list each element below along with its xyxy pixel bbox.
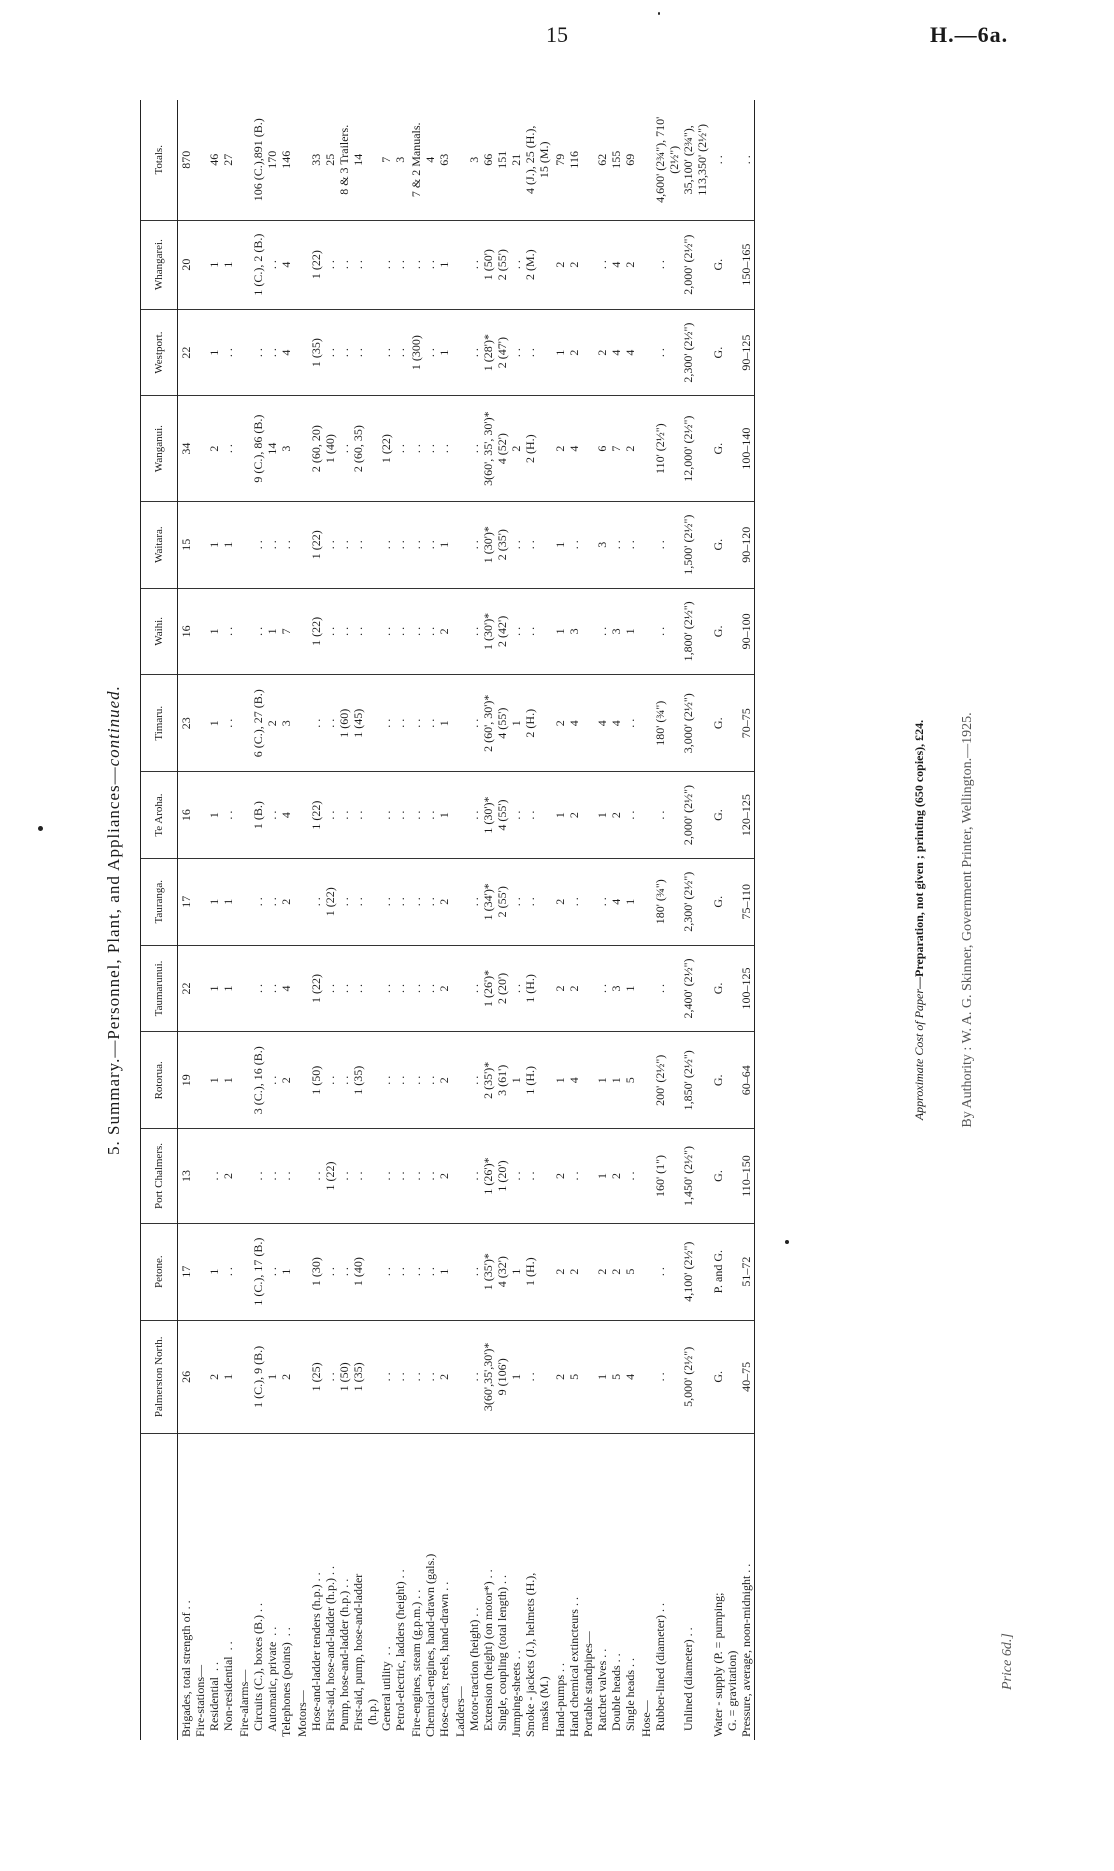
table-cell: . . 3(60', 35', 30')* 4 (52') 2 2 (H.): [452, 396, 552, 501]
column-header: Petone.: [141, 1223, 178, 1320]
table-cell: 1 (22) . . . . . . . . . .: [294, 588, 408, 675]
authority-line: By Authority : W. A. G. Skinner, Government Printer, Wellington.—1925.: [960, 712, 975, 1128]
table-cell: 1 2 1 2 . .: [552, 772, 638, 859]
table-cell: 79 116 62 155 69: [552, 100, 638, 220]
table-cell: . . 1,800' (2½"): [638, 588, 710, 675]
table-row: [552, 100, 638, 1740]
table-cell: 2 4 6 7 2: [552, 396, 638, 501]
table-cell: . . 1 (22) . . . . . . . .: [294, 858, 408, 945]
table-cell: 17 1 1: [178, 858, 237, 945]
table-cell: 1 (22) . . . . . . . . . .: [294, 501, 408, 588]
table-row: [294, 100, 408, 1740]
row-label: Fire-alarms— Circuits (C.), boxes (B.) . . Automatic, private . . Telephones (points) . .: [237, 1603, 293, 1737]
table-cell: . . 1 (30')* 4 (55') . . . .: [452, 772, 552, 859]
table-cell: 33 25 8 & 3 Trailers. 14 7 3: [294, 100, 408, 220]
table-cell: 110' (2½") 12,000' (2½"): [638, 396, 710, 501]
table-cell: 1 . . 3 . . . .: [552, 501, 638, 588]
table-cell: . . . . 1: [408, 675, 452, 772]
column-header: Palmerston North.: [141, 1320, 178, 1433]
table-cell: G. 90–125: [710, 309, 755, 396]
table-cell: 15 1 1: [178, 501, 237, 588]
table-cell: G. 120–125: [710, 772, 755, 859]
table-cell: 34 2 . .: [178, 396, 237, 501]
table-cell: G. 150–165: [710, 220, 755, 309]
stray-dot: [38, 826, 43, 831]
table-cell: 1 (C.), 17 (B.) . . 1: [236, 1223, 294, 1320]
table-cell: . . . . 2: [408, 588, 452, 675]
table-cell: 17 1 . .: [178, 1223, 237, 1320]
table-cell: . . . .: [710, 100, 755, 220]
column-header: Whangarei.: [141, 220, 178, 309]
table-cell: . . 2,300' (2½"): [638, 309, 710, 396]
table-cell: G. 75–110: [710, 858, 755, 945]
table-cell: 2 2 . . 3 1: [552, 945, 638, 1032]
table-cell: 16 1 . .: [178, 772, 237, 859]
table-cell: . . 2,400' (2½"): [638, 945, 710, 1032]
table-cell: 1 (22) . . . . . . . . . .: [294, 220, 408, 309]
row-label: Water - supply (P. = pumping; G. = gravitation) Pressure, average, noon-midnight . .: [710, 1434, 755, 1741]
table-cell: . . . . 2: [408, 1129, 452, 1223]
table-cell: . . . . 1 (60) 1 (45) . . . .: [294, 675, 408, 772]
table-cell: . . . . 2: [408, 1320, 452, 1433]
table-cell: . . 3(60',35',30')* 9 (106') 1 . .: [452, 1320, 552, 1433]
table-cell: 1 (C.), 9 (B.) 1 2: [236, 1320, 294, 1433]
column-header: Waitara.: [141, 501, 178, 588]
table-cell: . . 1 (28')* 2 (47') . . . .: [452, 309, 552, 396]
table-cell: . . . . 1: [408, 772, 452, 859]
table-cell: 4,600' (2¾"), 710' (2½") 35,100' (2¾"), 113,350' (2½"): [638, 100, 710, 220]
table-cell: 2 4 4 4 . .: [552, 675, 638, 772]
table-cell: 1 3 . . 3 1: [552, 588, 638, 675]
table-cell: 13 . . 2: [178, 1129, 237, 1223]
table-cell: P. and G. 51–72: [710, 1223, 755, 1320]
table-cell: 1 (50) . . . . 1 (35) . . . .: [294, 1032, 408, 1129]
table-cell: 1 (300) . . 1: [408, 309, 452, 396]
table-cell: . . 2 (35')* 3 (61') 1 1 (H.): [452, 1032, 552, 1129]
table-cell: 106 (C.),891 (B.) 170 146: [236, 100, 294, 220]
table-cell: 1 (25) . . 1 (50) 1 (35) . . . .: [294, 1320, 408, 1433]
table-cell: 23 1 . .: [178, 675, 237, 772]
table-cell: . . 2 (60', 30')* 4 (55') 1 2 (H.): [452, 675, 552, 772]
table-cell: 1 (22) . . . . . . . . . .: [294, 945, 408, 1032]
cost-note: Approximate Cost of Paper—Preparation, not given ; printing (650 copies), £24.: [912, 719, 926, 1121]
page-number: 15: [546, 22, 568, 47]
table-cell: . . 1 7: [236, 588, 294, 675]
table-cell: 160' (1") 1,450' (2½"): [638, 1129, 710, 1223]
column-header: Rotorua.: [141, 1032, 178, 1129]
table-cell: . . 1 (22) . . . . . . . .: [294, 1129, 408, 1223]
table-cell: G. 40–75: [710, 1320, 755, 1433]
table-cell: 2 2 . . 4 2: [552, 220, 638, 309]
table-cell: G. 100–125: [710, 945, 755, 1032]
table-cell: 22 1 1: [178, 945, 237, 1032]
table-cell: 1 4 1 1 5: [552, 1032, 638, 1129]
column-header: Wanganui.: [141, 396, 178, 501]
column-header: Te Aroha.: [141, 772, 178, 859]
table-row: [638, 100, 710, 1740]
column-header: Timaru.: [141, 675, 178, 772]
table-cell: 9 (C.), 86 (B.) 14 3: [236, 396, 294, 501]
summary-table: [140, 100, 755, 1740]
column-header: Westport.: [141, 309, 178, 396]
table-cell: . . . . 2: [408, 1032, 452, 1129]
table-cell: 22 1 . .: [178, 309, 237, 396]
document-reference: H.—6a.: [930, 22, 1009, 47]
table-cell: G. 60–64: [710, 1032, 755, 1129]
table-cell: 7 & 2 Manuals. 4 63: [408, 100, 452, 220]
row-label: Hand-pumps . . Hand chemical extincteurs . . Portable standpipes— Ratchet valves . . Double heads . . Single heads . .: [553, 1597, 637, 1737]
table-cell: 3 (C.), 16 (B.) . . 2: [236, 1032, 294, 1129]
column-header: Waihi.: [141, 588, 178, 675]
table-cell: 2 . . . . 4 1: [552, 858, 638, 945]
column-header-item: [141, 1434, 178, 1741]
table-cell: G. 90–120: [710, 501, 755, 588]
table-cell: . . . . 4: [236, 309, 294, 396]
header-row: [141, 100, 178, 1740]
summary-title: 5. Summary.—Personnel, Plant, and Appliances—continued.: [104, 685, 123, 1155]
table-row: [236, 100, 294, 1740]
table-cell: 19 1 1: [178, 1032, 237, 1129]
table-cell: . . 1 (30')* 2 (35') . . . .: [452, 501, 552, 588]
table-cell: . . 2,000' (2½"): [638, 772, 710, 859]
table-cell: 1 (22) . . . . . . . . . .: [294, 772, 408, 859]
table-cell: 16 1 . .: [178, 588, 237, 675]
table-cell: 180' (¾") 2,300' (2½"): [638, 858, 710, 945]
row-label: Hose— Rubber-lined (diameter) . . Unlined (diameter) . .: [639, 1602, 695, 1737]
table-cell: 2 (60, 20) 1 (40) . . 2 (60, 35) 1 (22) . .: [294, 396, 408, 501]
table-cell: . . . . 2: [408, 858, 452, 945]
table-cell: 1 (B.) . . 4: [236, 772, 294, 859]
table-row: [178, 100, 237, 1740]
stray-dot: [658, 12, 660, 15]
table-cell: . . 1 (35')* 4 (32') 1 1 (H.): [452, 1223, 552, 1320]
table-cell: . . . . 1: [408, 220, 452, 309]
table-cell: . . 1,500' (2½"): [638, 501, 710, 588]
price-note: Price 6d.]: [1000, 1633, 1015, 1690]
table-cell: 870 46 27: [178, 100, 237, 220]
table-cell: 1 (35) . . . . . . . . . .: [294, 309, 408, 396]
table-cell: . . 5,000' (2½"): [638, 1320, 710, 1433]
table-cell: . . . . . .: [236, 1129, 294, 1223]
row-label: Fire-engines, steam (g.p.m.) . . Chemical-engines, hand-drawn (gals.) Hose-carts, reels, hand-drawn . .: [409, 1553, 451, 1737]
table-cell: . . 1 (34')* 2 (55') . . . .: [452, 858, 552, 945]
table-cell: . . 1 (26')* 2 (20') . . 1 (H.): [452, 945, 552, 1032]
table-cell: 1 2 2 4 4: [552, 309, 638, 396]
table-cell: 1 (C.), 2 (B.) . . 4: [236, 220, 294, 309]
table-cell: 6 (C.), 27 (B.) 2 3: [236, 675, 294, 772]
column-header: Taumarunui.: [141, 945, 178, 1032]
row-label: Brigades, total strength of . . Fire-stations— Residential . . Non-residential . .: [179, 1600, 235, 1737]
table-cell: 2 5 1 5 4: [552, 1320, 638, 1433]
table-cell: . . . . 4: [236, 945, 294, 1032]
table-row: [408, 100, 452, 1740]
table-cell: 1 (30) . . . . 1 (40) . . . .: [294, 1223, 408, 1320]
column-header: Tauranga.: [141, 858, 178, 945]
rotated-content: [104, 100, 1044, 1740]
table-cell: . . . . 1: [408, 1223, 452, 1320]
table-cell: . . . . 1: [408, 501, 452, 588]
table-cell: 2 . . 1 2 . .: [552, 1129, 638, 1223]
table-row: [710, 100, 755, 1740]
row-label: Ladders— Motor-traction (height) . . Extension (height) (on motor*) . . Single, coupling (total length) . . Jumping-sheets . . Smoke - jackets (J.), helmets (H.), masks (M.): [453, 1569, 551, 1737]
table-cell: 2 2 2 2 5: [552, 1223, 638, 1320]
column-header: Totals.: [141, 100, 178, 220]
table-cell: G. 70–75: [710, 675, 755, 772]
table-cell: . . 1 (50') 2 (55') . . 2 (M.): [452, 220, 552, 309]
table-cell: . . . . 2: [408, 945, 452, 1032]
table-cell: 180' (¾") 3,000' (2½"): [638, 675, 710, 772]
table-cell: . . 1 (30')* 2 (42') . . . .: [452, 588, 552, 675]
table-cell: . . 2,000' (2½"): [638, 220, 710, 309]
table-cell: . . 1 (26')* 1 (20') . . . .: [452, 1129, 552, 1223]
table-cell: G. 90–100: [710, 588, 755, 675]
table-cell: 26 2 1: [178, 1320, 237, 1433]
table-row: [452, 100, 552, 1740]
column-header: Port Chalmers.: [141, 1129, 178, 1223]
table-cell: . . . . . .: [236, 501, 294, 588]
table-cell: . . . . . .: [408, 396, 452, 501]
table-cell: 200' (2½") 1,850' (2½"): [638, 1032, 710, 1129]
row-label: Motors— Hose-and-ladder tenders (h.p.) . . First-aid, hose-and-ladder (h.p.) . . Pump, hose-and-ladder (h.p.) . . First-aid, pump, hose-and-ladder (h.p.) General utility . . Petrol-electric, ladders (height) . .: [295, 1566, 407, 1737]
table-cell: G. 100–140: [710, 396, 755, 501]
table-cell: . . 4,100' (2½"): [638, 1223, 710, 1320]
table-cell: . . . . 2: [236, 858, 294, 945]
table-cell: G. 110–150: [710, 1129, 755, 1223]
table-cell: 3 66 151 21 4 (J.), 25 (H.), 15 (M.): [452, 100, 552, 220]
table-cell: 20 1 1: [178, 220, 237, 309]
